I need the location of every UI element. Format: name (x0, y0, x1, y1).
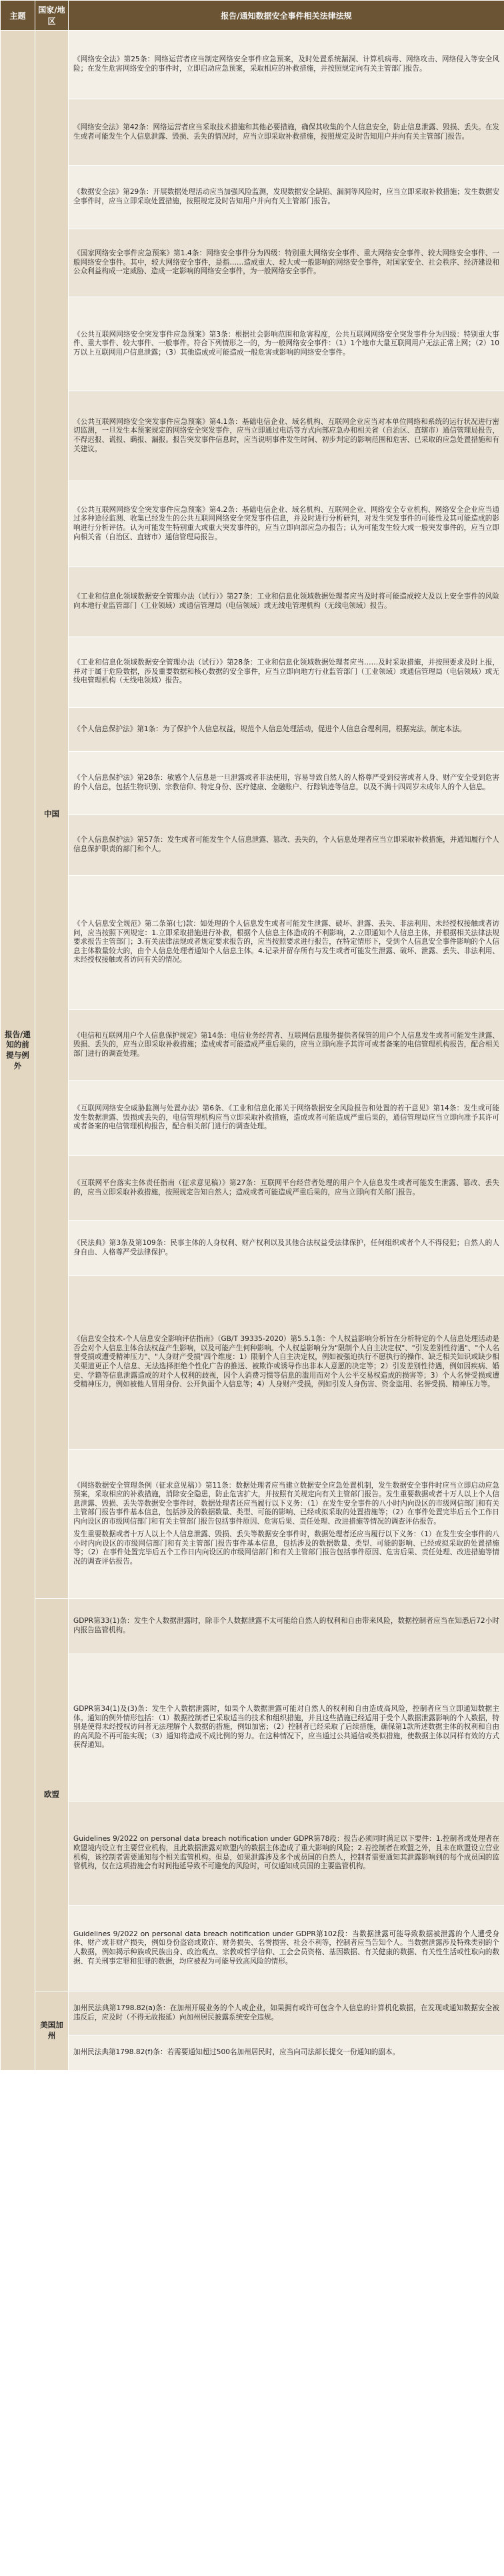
regulation-cell (69, 1802, 504, 1906)
table-row (1, 876, 504, 1010)
regulation-cell (69, 297, 504, 391)
regulation-cell (69, 752, 504, 815)
region-cell-eu: 欧盟 (35, 1599, 69, 1991)
regulation-cell (69, 391, 504, 481)
table-row (1, 1450, 504, 1599)
header-content: 报告/通知数据安全事件相关法律法规 (69, 1, 504, 31)
table-row (1, 1156, 504, 1221)
table-row (1, 229, 504, 297)
regulation-cell (69, 31, 504, 99)
regulation-text: 《公共互联网网络安全突发事件应急预案》第4.2条：基础电信企业、域名机构、互联网企业、网络安全专业机构、网络安全企业应当通过多种途径监测、收集已经发生的公共互联网网络安全突发事件信息，并及时进行分析研判，对发生突发事件的可能性及其可能造成的影响进行分析评估。认为可能发生特别重大或重大突发事件的，应当立即向部应急办报告；认为可能发生较大或一般突发事件的，应当立即向相关省（自治区、直辖市）通信管理局报告。 (73, 505, 499, 541)
regulation-text: 《个人信息保护法》第1条：为了保护个人信息权益，规范个人信息处理活动，促进个人信息合理利用，根据宪法，制定本法。 (73, 724, 467, 733)
regulation-cell (69, 229, 504, 297)
regulation-cell (69, 2035, 504, 2071)
regulation-text: 《数据安全法》第29条：开展数据处理活动应当加强风险监测，发现数据安全缺陷、漏洞等风险时，应当立即采取补救措施；发生数据安全事件时，应当立即采取处置措施，按照规定及时告知用户并向有关主管部门报告。 (73, 188, 499, 205)
table-row (1, 1081, 504, 1156)
regulation-cell (69, 1906, 504, 1991)
regulation-text: 发生重要数据或者十万人以上个人信息泄露、毁损、丢失等数据安全事件时，数据处理者还应当履行以下义务：（1）在发生安全事件的八小时内向设区的市级网信部门和有关主管部门报告事件基本信息，包括涉及的数据数量、类型、可能的影响、已经或拟采取的处置措施等；（2）在事件处置完毕后五个工作日内向设区的市级网信部门和有关主管部门报告包括事件原因、危害后果、责任处理、改进措施等情况的调查评估报告。 (73, 1530, 499, 1566)
regulation-text: 《公共互联网网络安全突发事件应急预案》第4.1条：基础电信企业、域名机构、互联网企业应当对本单位网络和系统的运行状况进行密切监测，一旦发生本预案规定的网络安全突发事件，应当立即通过电话等方式向部应急办和相关省（自治区、直辖市）通信管理局报告，不得迟报、谎报、瞒报、漏报。报告突发事件信息时，应当说明事件发生时间、初步判定的影响范围和危害、已采取的应急处置措施和有关建议。 (73, 417, 499, 453)
table-row (1, 99, 504, 166)
regulation-cell (69, 637, 504, 708)
table-row (1, 166, 504, 229)
regulation-text: Guidelines 9/2022 on personal data breach notification under GDPR第78段：报告必须同时满足以下要件：1.控制者或处理者在欧盟境内设立有主要营业机构，且此数据泄露对欧盟内的数据主体造成了重大影响的风险；2.若控制者在欧盟之外，且未在欧盟设立营业机构，该控制者需要通知每个相关监管机构。但是，如果泄露涉及多个成员国的自然人，控制者需要通知其泄露影响到的每个成员国的监管机构，仅在这项措施会有时间拖延导致不可避免的风险时，可仅通知成员国的主要监管机构。 (73, 1835, 499, 1871)
regulation-text: 《网络安全法》第25条：网络运营者应当制定网络安全事件应急预案，及时处置系统漏洞、计算机病毒、网络攻击、网络侵入等安全风险；在发生危害网络安全的事件时，立即启动应急预案，采取相应的补救措施，并按照规定向有关主管部门报告。 (73, 55, 499, 73)
regulation-text: 《网络数据安全管理条例（征求意见稿）》第11条：数据处理者应当建立数据安全应急处置机制，发生数据安全事件时应当立即启动应急预案，采取相应的补救措施，消除安全隐患，防止危害扩大，并按照有关规定向有关主管部门报告。发生重要数据或者十万人以上个人信息泄露、毁损、丢失等数据安全事件时，数据处理者还应当履行以下义务：（1）在发生安全事件的八小时内向设区的市级网信部门和有关主管部门报告事件基本信息，包括涉及的数据数量、类型、可能的影响、已经或拟采取的处置措施等；（2）在事件处置完毕后五个工作日内向设区的市级网信部门和有关主管部门报告包括事件原因、危害后果、责任处理、改进措施等情况的调查评估报告。 (73, 1481, 499, 1526)
table-row (1, 481, 504, 567)
table-row (1, 708, 504, 752)
regulation-text: GDPR第34(1)及(3)条：发生个人数据泄露时，如果个人数据泄露可能对自然人的权利和自由造成高风险，控制者应当立即通知数据主体。通知的例外情形包括：（1）数据控制者已采取适当的技术和组织措施，并且这些措施已经适用于受个人数据泄露影响的个人数据，特别是使得未经授权访问者无法理解个人数据的措施，例如加密；（2）控制者已经采取了后续措施，确保第1款所述数据主体的权利和自由的高风险不再可能实现；（3）通知将造成不成比例的努力。在这种情况下，应当通过公共通信或类似措施，使数据主体以同样有效的方式获得通知。 (73, 1705, 499, 1750)
table-row (1, 297, 504, 391)
regulation-text: 《电信和互联网用户个人信息保护规定》第14条：电信业务经营者、互联网信息服务提供者保管的用户个人信息发生或者可能发生泄露、毁损、丢失的，应当立即采取补救措施；造成或者可能造成严重后果的，应当立即向准予其许可或者备案的电信管理机构报告，配合相关部门进行的调查处理。 (73, 1031, 499, 1058)
regulation-text: 《个人信息安全规范》第二条第(七)款：如处理的个人信息发生或者可能发生泄露、破坏、泄露、丢失、非法利用、未经授权接触或者访问，应当按照下列规定：1.立即采取措施进行补救，根据个人信息主体造成的不利影响，2.立即通知个人信息主体，并根据相关法律法规要求报告主管部门；3.有关法律法规或者规定要求报告的，应当按照要求进行报告，在特定情形下，受到个人信息安全事件影响的个人信息主体数量较大的，由个人信息处理者通知个人信息主体。4.记录并留存所有与发生或者可能发生泄露、破坏、泄露、丢失、非法利用、未经授权接触或者访问有关的情况。 (73, 920, 499, 964)
regulation-cell (69, 815, 504, 876)
regulation-text: 《网络安全法》第42条：网络运营者应当采取技术措施和其他必要措施，确保其收集的个人信息安全，防止信息泄露、毁损、丢失。在发生或者可能发生个人信息泄露、毁损、丢失的情况时，应当立即采取补救措施，按照规定及时告知用户并向有关主管部门报告。 (73, 123, 499, 141)
header-topic: 主题 (1, 1, 35, 31)
regulation-cell (69, 1450, 504, 1599)
regulation-text: 《互联网平台落实主体责任指南（征求意见稿）》第27条：互联网平台经营者处理的用户个人信息发生或者可能发生泄露、篡改、丢失的，应当立即采取补救措施，按照规定告知自然人；造成或者可能造成严重后果的，应当立即向有关部门报告。 (73, 1178, 499, 1196)
table-row (1, 567, 504, 637)
regulation-text: 《个人信息保护法》第57条：发生或者可能发生个人信息泄露、篡改、丢失的，个人信息处理者应当立即采取补救措施，并通知履行个人信息保护职责的部门和个人。 (73, 836, 499, 853)
regulation-cell (69, 567, 504, 637)
regulation-text: 《工业和信息化领域数据安全管理办法（试行）》第28条：工业和信息化领域数据处理者应当……及时采取措施，并按照要求及时上报，并对于属于危险数据，涉及重要数据和核心数据的安全事件，应当立即向地方行业监管部门（工业领域）或通信管理局（电信领域）或无线电管理机构（无线电领域）报告。 (73, 658, 499, 685)
regulation-cell (69, 1599, 504, 1654)
header-region: 国家/地区 (35, 1, 69, 31)
regulation-text: 加州民法典第1798.82(a)条：在加州开展业务的个人或企业，如果拥有或许可包含个人信息的计算机化数据，在发现或通知数据安全被违反后，应及时（不得无故拖延）向加州居民披露系统安全违规。 (73, 2003, 499, 2021)
regulation-text: GDPR第33(1)条：发生个人数据泄露时，除非个人数据泄露不太可能给自然人的权利和自由带来风险，数据控制者应当在知悉后72小时内报告监管机构。 (73, 1617, 499, 1634)
regulation-cell (69, 1991, 504, 2035)
regulation-cell (69, 1654, 504, 1802)
table-row (1, 637, 504, 708)
table-row (1, 752, 504, 815)
regulation-cell (69, 708, 504, 752)
regulation-cell (69, 99, 504, 166)
regulation-text: 《信息安全技术-个人信息安全影响评估指南》（GB/T 39335-2020）第5.5.1条：个人权益影响分析旨在分析特定的个人信息处理活动是否会对个人信息主体合法权益产生影响，以及可能产生何种影响。个人权益影响分为"限制个人自主决定权"、"引发差别性待遇"、"个人名誉受损或遭受精神压力"、"人身财产受损"四个维度：1）限制个人自主决定权，例如被强迫执行不愿执行的操作、缺乏相关知识或缺少相关渠道更正个人信息、无法选择拒绝个性化广告的推送、被欺诈或诱导作出非本人意愿的决定等；2）引发差别性待遇，例如因疾病、婚史、学籍等信息泄露造成的对个人权利的歧视，因个人消费习惯等信息的滥用而对个人公平交易权造成的损害等；3）个人名誉受损或遭受精神压力，例如被他人冒用身份、公开负面个人信息等；4）人身财产受损，例如引发人身伤害、资金盗用、名誉受损、精神压力等。 (73, 1335, 499, 1389)
table-row (1, 1221, 504, 1276)
table-row (1, 1991, 504, 2035)
table-row (1, 2035, 504, 2071)
header-row (1, 1, 504, 31)
regulation-cell (69, 481, 504, 567)
table-row (1, 815, 504, 876)
table-row (1, 1802, 504, 1906)
table-row (1, 1599, 504, 1654)
region-cell-china: 中国 (35, 31, 69, 1599)
regulation-text: 《国家网络安全事件应急预案》第1.4条：网络安全事件分为四级：特别重大网络安全事件、重大网络安全事件、较大网络安全事件、一般网络安全事件。其中，较大网络安全事件，是指……造成重大、较大或一般影响的网络安全事件，对国家安全、社会秩序、经济建设和公众利益构成一定威胁、造成一定影响的网络安全事件，为一般网络安全事件。 (73, 249, 499, 276)
regulation-cell (69, 1010, 504, 1081)
region-cell-us-ca: 美国加州 (35, 1991, 69, 2071)
regulation-cell (69, 1156, 504, 1221)
table-row (1, 31, 504, 99)
regulation-cell (69, 166, 504, 229)
table-row (1, 1276, 504, 1450)
regulation-text: 《互联网网络安全威胁监测与处置办法》第6条、《工业和信息化部关于网络数据安全风险报告和处置的若干意见》第14条：发生或可能发生数据泄露、毁损或丢失的，电信管理机构应当立即采取补救措施，造成或者可能造成严重后果的，通信管理局应当立即向准予其许可或者备案的电信管理机构报告，配合相关部门进行的调查处理。 (73, 1104, 499, 1131)
regulation-text: 《民法典》第3条及第109条：民事主体的人身权利、财产权利以及其他合法权益受法律保护，任何组织或者个人不得侵犯；自然人的人身自由、人格尊严受法律保护。 (73, 1238, 499, 1256)
topic-cell: 报告/通知的前提与例外 (1, 31, 35, 2071)
regulation-text: 《公共互联网网络安全突发事件应急预案》第3条：根据社会影响范围和危害程度，公共互联网网络安全突发事件分为四级：特别重大事件、重大事件、较大事件、一般事件。符合下列情形之一的，为一般网络安全事件：（1）1个地市大量互联网用户无法正常上网；（2）10万以上互联网用户信息泄露；（3）其他造成或可能造成一般危害或影响的网络安全事件。 (73, 330, 499, 357)
regulation-text: 《个人信息保护法》第28条：敏感个人信息是一旦泄露或者非法使用，容易导致自然人的人格尊严受到侵害或者人身、财产安全受到危害的个人信息，包括生物识别、宗教信仰、特定身份、医疗健康、金融账户、行踪轨迹等信息，以及不满十四周岁未成年人的个人信息。 (73, 774, 499, 791)
regulation-text: Guidelines 9/2022 on personal data breach notification under GDPR第102段：当数据泄露可能导致数据被泄露的个人遭受身体、财产或非财产损失，例如身份盗窃或欺诈、财务损失、名誉损害、社会不利等，控制者应当告知个人。当数据泄露涉及特殊类别的个人数据，例如揭示种族或民族出身、政治观点、宗教或哲学信仰、工会会员资格、基因数据、有关健康的数据、有关性生活或性取向的数据、有关刑事定罪和犯罪的数据，均应被视为可能导致高风险的情形。 (73, 1930, 499, 1965)
regulation-text: 《工业和信息化领域数据安全管理办法（试行）》第27条：工业和信息化领域数据处理者应当及时将可能造成较大及以上安全事件的风险向本地行业监管部门（工业领域）或通信管理局（电信领域）或无线电管理机构（无线电领域）报告。 (73, 593, 499, 610)
regulation-cell (69, 1276, 504, 1450)
table-row (1, 1010, 504, 1081)
regulation-cell (69, 1081, 504, 1156)
table-row (1, 1906, 504, 1991)
table-row (1, 391, 504, 481)
regulation-cell (69, 876, 504, 1010)
regulation-cell (69, 1221, 504, 1276)
regulation-text: 加州民法典第1798.82(f)条：若需要通知超过500名加州居民时，应当向司法部长提交一份通知的副本。 (73, 2048, 400, 2057)
table-row (1, 1654, 504, 1802)
